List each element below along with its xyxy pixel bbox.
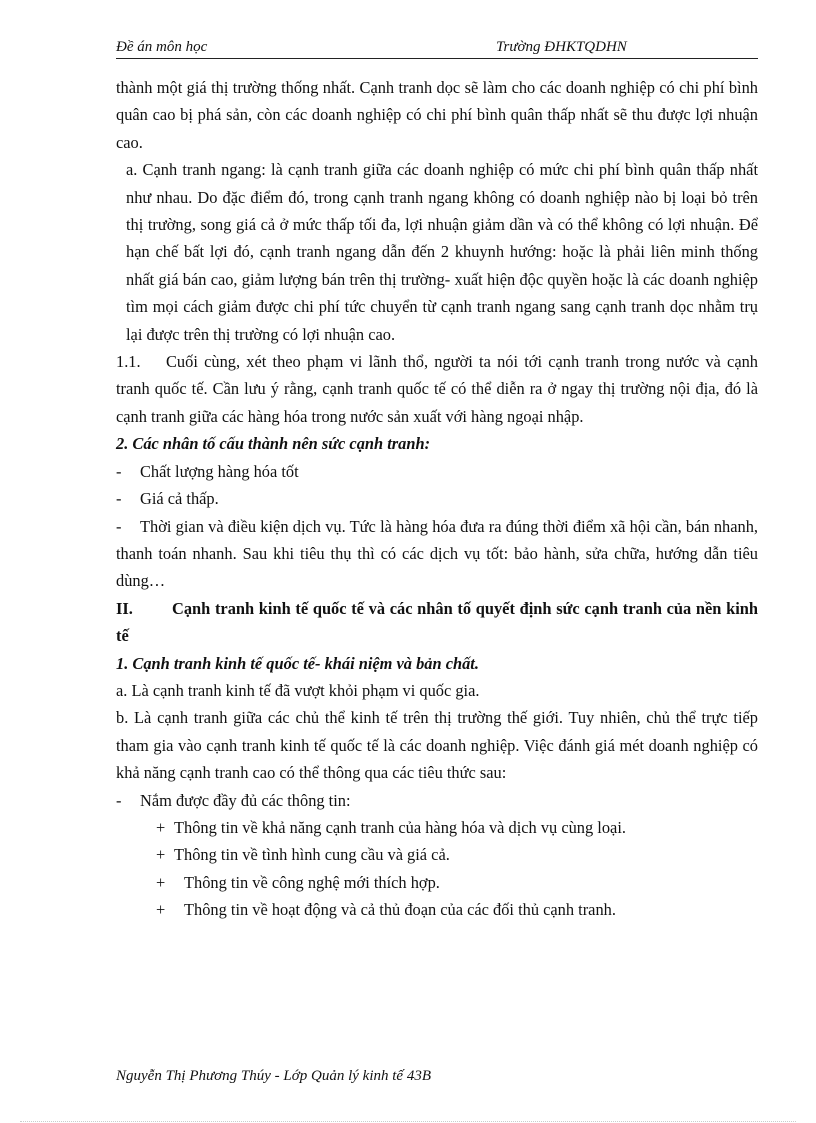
dash-bullet: - xyxy=(116,489,122,509)
plus-bullet: + xyxy=(156,845,166,865)
page-footer: Nguyễn Thị Phương Thúy - Lớp Quản lý kinh tế 43B xyxy=(116,1068,431,1084)
heading-section-II-text: Cạnh tranh kinh tế quốc tế và các nhân tố quyết định sức cạnh tranh của nền kinh tế xyxy=(116,598,758,646)
plus-bullet: + xyxy=(156,872,166,892)
sub-list-item-text: Thông tin về công nghệ mới thích hợp. xyxy=(184,872,440,892)
list-item xyxy=(116,485,758,512)
sub-list-item xyxy=(116,896,758,923)
document-body xyxy=(116,74,758,924)
sub-list-item xyxy=(116,869,758,896)
dash-bullet: - xyxy=(116,790,122,810)
paragraph-b: b. Là cạnh tranh giữa các chủ thể kinh tế trên thị trường thế giới. Tuy nhiên, chủ thể trực tiếp tham gia vào cạnh tranh kinh tế quốc tế là các doanh nghiệp. Việc đánh giá mét doanh nghiệp có khả năng cạnh tranh cao có thể thông qua các tiêu thức sau: xyxy=(116,708,758,783)
paragraph-a: a. Là cạnh tranh kinh tế đã vượt khỏi phạm vi quốc gia. xyxy=(116,680,480,700)
list-item-text: Chất lượng hàng hóa tốt xyxy=(140,461,299,481)
header-course-title: Đề án môn học xyxy=(116,39,208,55)
plus-bullet: + xyxy=(156,900,166,920)
paragraph-territory xyxy=(116,348,758,430)
sub-list-item xyxy=(116,814,758,841)
plus-bullet: + xyxy=(156,817,166,837)
dash-bullet: - xyxy=(116,516,122,536)
header-university: Trường ĐHKTQDHN xyxy=(496,39,627,55)
page-bottom-divider xyxy=(20,1121,796,1122)
list-item-text: Nắm được đầy đủ các thông tin: xyxy=(140,790,351,810)
sub-list-item-text: Thông tin về hoạt động và cả thủ đoạn của các đối thủ cạnh tranh. xyxy=(184,900,616,920)
sub-list-item-text: Thông tin về khả năng cạnh tranh của hàng hóa và dịch vụ cùng loại. xyxy=(174,817,626,837)
page-header xyxy=(116,36,758,59)
list-item xyxy=(116,513,758,595)
list-item-text: Thời gian và điều kiện dịch vụ. Tức là hàng hóa đưa ra đúng thời điểm xã hội cần, bán nhanh, thanh toán nhanh. Sau khi tiêu thụ thì có các dịch vụ tốt: bảo hành, sửa chữa, hướng dẫn tiêu dùng… xyxy=(116,516,758,591)
sub-list-item xyxy=(116,841,758,868)
paragraph-vertical-competition: thành một giá thị trường thống nhất. Cạnh tranh dọc sẽ làm cho các doanh nghiệp có chi phí bình quân cao bị phá sản, còn các doanh nghiệp có chi phí bình quân thấp nhất sẽ thu được lợi nhuận cao. xyxy=(116,78,758,152)
heading-section-II xyxy=(116,595,758,650)
section-number: II. xyxy=(116,598,133,618)
paragraph-territory-text: Cuối cùng, xét theo phạm vi lãnh thổ, người ta nói tới cạnh tranh trong nước và cạnh tranh quốc tế. Cần lưu ý rằng, cạnh tranh quốc tế có thể diễn ra ở ngay thị trường nội địa, đó là cạnh tranh giữa các hàng hóa trong nước sản xuất với hàng ngoại nhập. xyxy=(116,352,758,426)
list-item-text: Giá cả thấp. xyxy=(140,489,219,509)
section-number: 1.1. xyxy=(116,352,141,372)
sub-list-item-text: Thông tin về tình hình cung cầu và giá cả. xyxy=(174,845,450,865)
dash-bullet: - xyxy=(116,461,122,481)
list-item xyxy=(116,787,758,814)
heading-competitiveness-factors: 2. Các nhân tố cấu thành nên sức cạnh tranh: xyxy=(116,434,431,454)
heading-international-competition: 1. Cạnh tranh kinh tế quốc tế- khái niệm và bản chất. xyxy=(116,653,479,673)
paragraph-horizontal-competition: a. Cạnh tranh ngang: là cạnh tranh giữa các doanh nghiệp có mức chi phí bình quân thấp nhất như nhau. Do đặc điểm đó, trong cạnh tranh ngang không có doanh nghiệp nào bị loại bỏ trên thị trường, song giá cả ở mức thấp tối đa, lợi nhuận giảm dần và có thể không có lợi nhuận. Để hạn chế bất lợi đó, cạnh tranh ngang dẫn đến 2 khuynh hướng: hoặc là phải liên minh thống nhất giá bán cao, giảm lượng bán trên thị trường- xuất hiện độc quyền hoặc là các doanh nghiệp tìm mọi cách giảm được chi phí tức chuyển từ cạnh tranh ngang sang cạnh tranh dọc nhằm trụ lại được trên thị trường có lợi nhuận cao. xyxy=(126,160,758,344)
list-item xyxy=(116,458,758,485)
